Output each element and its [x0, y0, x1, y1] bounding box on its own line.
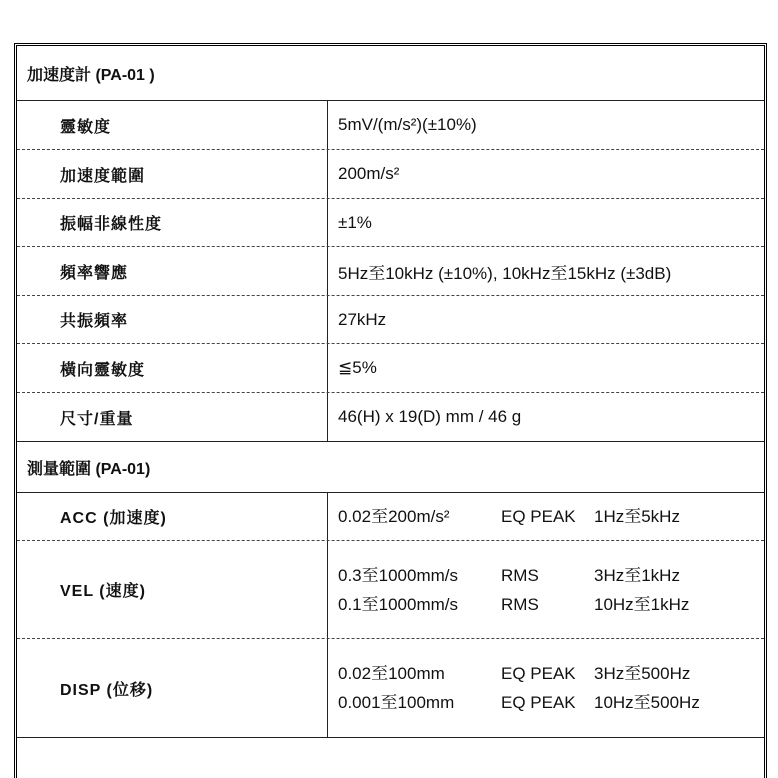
frequency-range: 3Hz至1kHz	[594, 565, 680, 585]
range-value: 0.3至1000mm/s	[338, 565, 458, 585]
table-row	[17, 150, 764, 199]
measure-mode: RMS	[501, 594, 539, 614]
range-line	[338, 659, 734, 688]
frequency-range: 10Hz至1kHz	[594, 594, 690, 614]
table-row	[17, 101, 764, 150]
row-value: ±1%	[338, 212, 372, 232]
table-row	[17, 493, 764, 541]
row-value: ≦5%	[338, 358, 377, 377]
frequency-range: 10Hz至500Hz	[594, 693, 700, 712]
measure-mode: EQ PEAK	[501, 507, 576, 526]
row-value: 5Hz至10kHz (±10%), 10kHz至15kHz (±3dB)	[338, 263, 672, 283]
section-header-accelerometer	[17, 46, 764, 101]
measure-mode: EQ PEAK	[501, 664, 576, 683]
row-label: 尺寸/重量	[17, 393, 328, 441]
range-line	[338, 561, 734, 590]
row-value: 5mV/(m/s²)(±10%)	[338, 115, 477, 134]
row-label: DISP (位移)	[17, 639, 328, 737]
range-line	[338, 502, 734, 531]
spec-table	[14, 43, 767, 778]
table-row	[17, 199, 764, 247]
range-value: 0.1至1000mm/s	[338, 594, 458, 614]
row-value: 46(H) x 19(D) mm / 46 g	[338, 407, 522, 426]
section-title: 測量範圍 (PA-01)	[27, 460, 151, 478]
range-value: 0.001至100mm	[338, 693, 455, 712]
table-row	[17, 296, 764, 344]
row-label: 共振頻率	[17, 296, 328, 343]
row-value: 27kHz	[338, 309, 387, 329]
row-label: 橫向靈敏度	[17, 344, 328, 392]
row-value	[328, 639, 764, 737]
row-label: VEL (速度)	[17, 541, 328, 638]
measure-mode: EQ PEAK	[501, 693, 576, 712]
range-value: 0.02至200m/s²	[338, 507, 450, 526]
frequency-range: 3Hz至500Hz	[594, 664, 691, 683]
table-row	[17, 344, 764, 393]
table-row	[17, 247, 764, 296]
table-row	[17, 393, 764, 442]
row-label: 靈敏度	[17, 101, 328, 149]
section-header-measurement-range	[17, 442, 764, 493]
frequency-range: 1Hz至5kHz	[594, 507, 680, 526]
table-row	[17, 639, 764, 738]
table-row	[17, 541, 764, 639]
range-line	[338, 590, 734, 619]
row-label: 振幅非線性度	[17, 199, 328, 246]
row-value	[328, 541, 764, 638]
row-label: 加速度範圍	[17, 150, 328, 198]
section-title: 加速度計 (PA-01 )	[27, 66, 155, 84]
range-value: 0.02至100mm	[338, 664, 445, 683]
measure-mode: RMS	[501, 565, 539, 585]
row-label: ACC (加速度)	[17, 493, 328, 540]
range-line	[338, 688, 734, 717]
row-value: 200m/s²	[338, 164, 400, 183]
row-label: 頻率響應	[17, 247, 328, 295]
row-value	[328, 493, 764, 540]
